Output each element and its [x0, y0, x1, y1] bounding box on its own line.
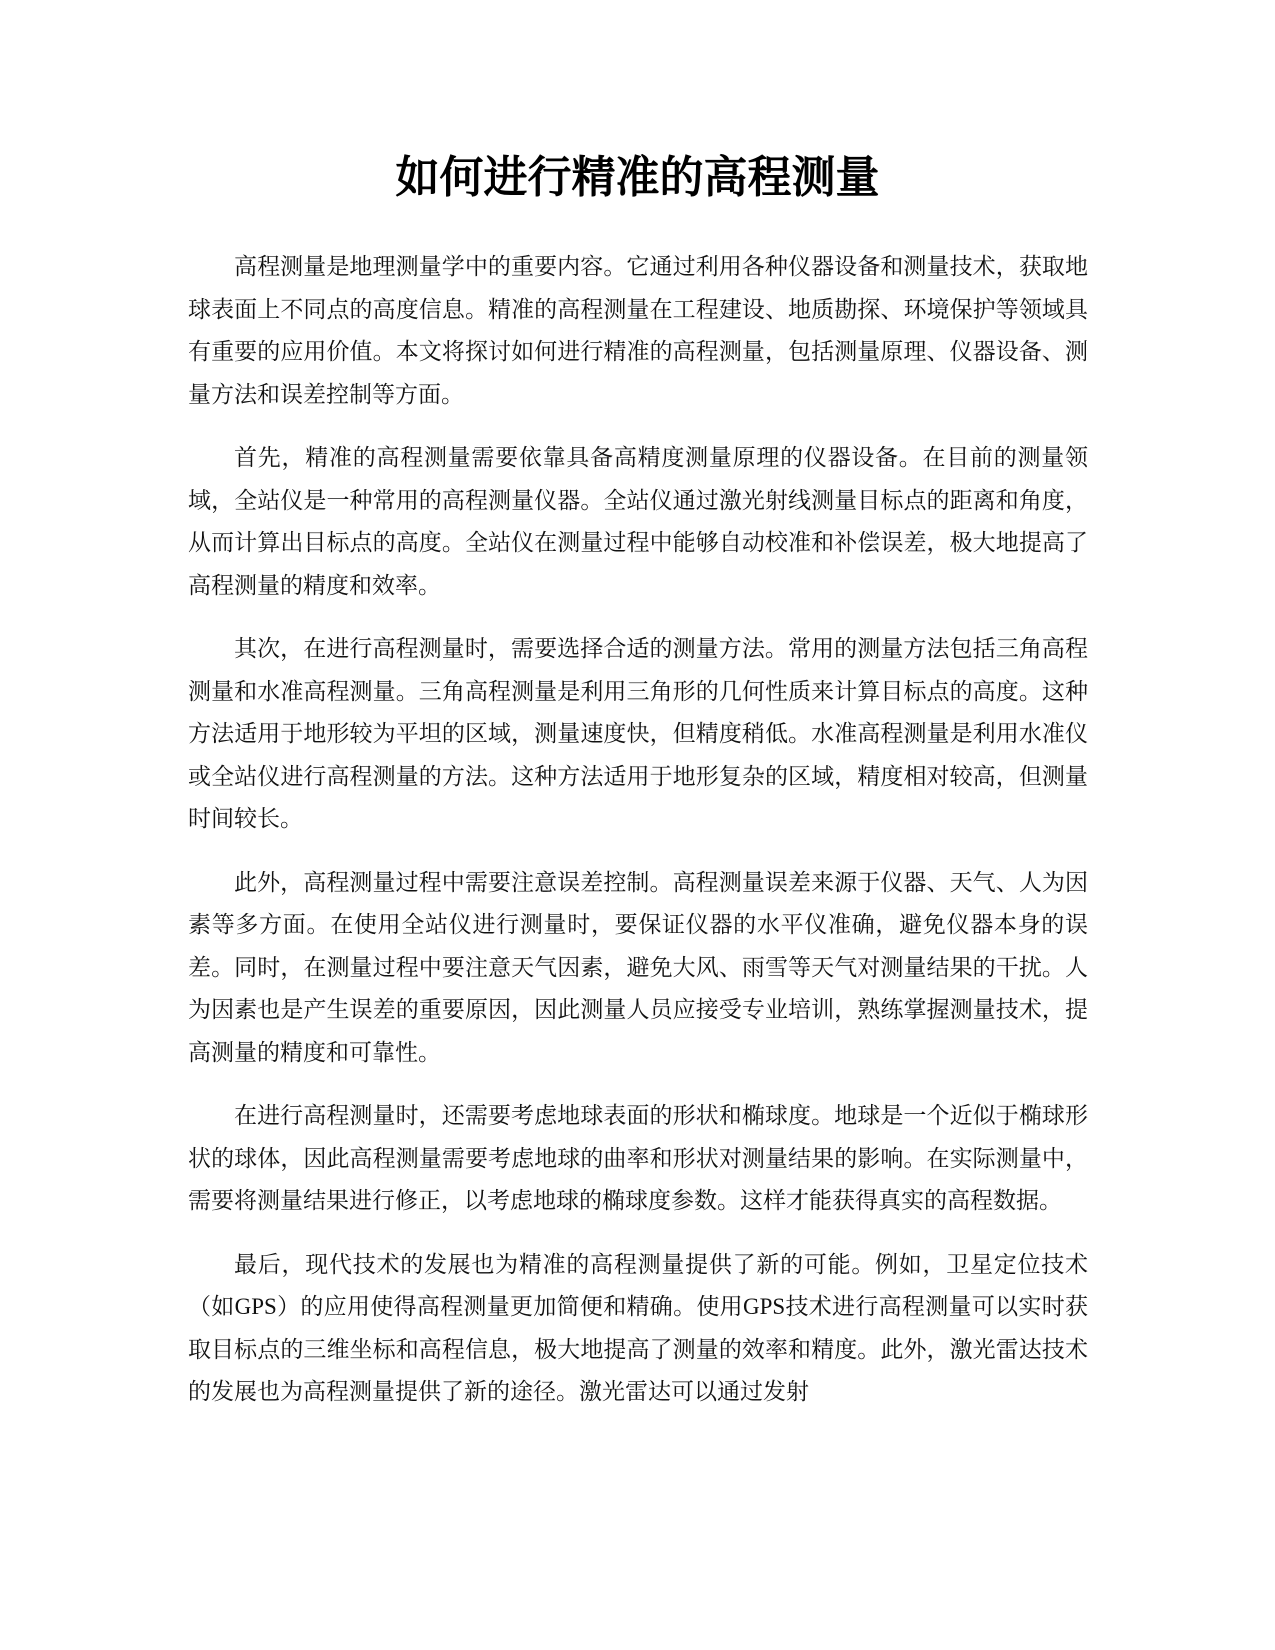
paragraph-4: 此外，高程测量过程中需要注意误差控制。高程测量误差来源于仪器、天气、人为因素等多方面。在使用全站仪进行测量时，要保证仪器的水平仪准确，避免仪器本身的误差。同时，在测量过程中要注意天气因素，避免大风、雨雪等天气对测量结果的干扰。人为因素也是产生误差的重要原因，因此测量人员应接受专业培训，熟练掌握测量技术，提高测量的精度和可靠性。 — [188, 869, 1088, 1065]
document-body — [188, 246, 1088, 1435]
paragraph-3: 其次，在进行高程测量时，需要选择合适的测量方法。常用的测量方法包括三角高程测量和水准高程测量。三角高程测量是利用三角形的几何性质来计算目标点的高度。这种方法适用于地形较为平坦的区域，测量速度快，但精度稍低。水准高程测量是利用水准仪或全站仪进行高程测量的方法。这种方法适用于地形复杂的区域，精度相对较高，但测量时间较长。 — [188, 636, 1088, 831]
paragraph-1: 高程测量是地理测量学中的重要内容。它通过利用各种仪器设备和测量技术，获取地球表面上不同点的高度信息。精准的高程测量在工程建设、地质勘探、环境保护等领域具有重要的应用价值。本文将探讨如何进行精准的高程测量，包括测量原理、仪器设备、测量方法和误差控制等方面。 — [188, 254, 1088, 407]
paragraph-2: 首先，精准的高程测量需要依靠具备高精度测量原理的仪器设备。在目前的测量领域，全站仪是一种常用的高程测量仪器。全站仪通过激光射线测量目标点的距离和角度，从而计算出目标点的高度。全站仪在测量过程中能够自动校准和补偿误差，极大地提高了高程测量的精度和效率。 — [188, 445, 1088, 598]
document-title: 如何进行精准的高程测量 — [395, 152, 880, 203]
paragraph-5: 在进行高程测量时，还需要考虑地球表面的形状和椭球度。地球是一个近似于椭球形状的球体，因此高程测量需要考虑地球的曲率和形状对测量结果的影响。在实际测量中，需要将测量结果进行修正，以考虑地球的椭球度参数。这样才能获得真实的高程数据。 — [188, 1103, 1088, 1213]
paragraph-6: 最后，现代技术的发展也为精准的高程测量提供了新的可能。例如，卫星定位技术（如GPS）的应用使得高程测量更加简便和精确。使用GPS技术进行高程测量可以实时获取目标点的三维坐标和高程信息，极大地提高了测量的效率和精度。此外，激光雷达技术的发展也为高程测量提供了新的途径。激光雷达可以通过发射 — [188, 1251, 1088, 1404]
